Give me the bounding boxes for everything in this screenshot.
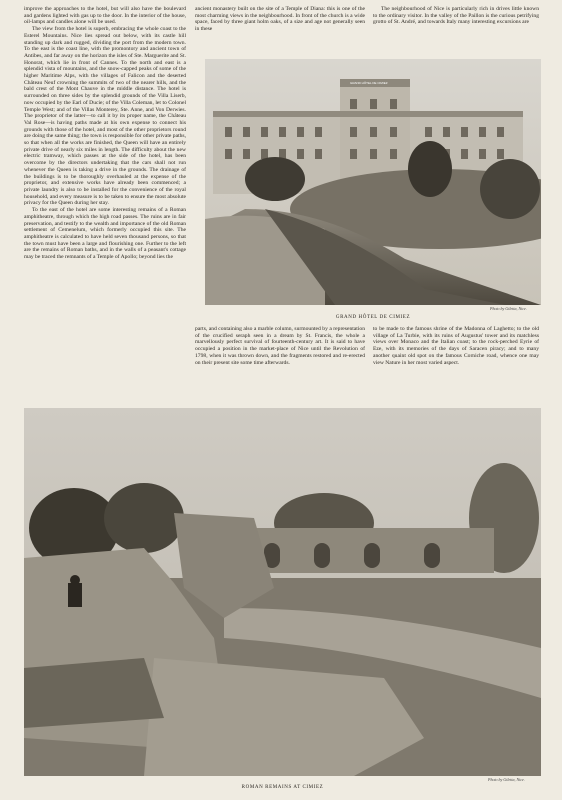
hotel-illustration: [205, 59, 541, 305]
article-column-3-bottom: [373, 326, 539, 366]
roman-remains-photograph: [24, 408, 541, 776]
paragraph: The view from the hotel is superb, embracing the whole coast to the Esterel Mountains. Nice lies spread out below, with its castle hill standing up dark and rugged, dividing the port from the modern town. To the east is the coast line, with the promontory and ancient town of Antibes, and far away on the horizon the isles of Ste. Marguerite and St. Honorat, which lie in front of Cannes. To the north and east is a splendid vista of mountains, and the snow-capped peaks of some of the higher Maritime Alps, with the villages of Falicon and the deserted Château Neuf crowning the summits of two of the nearer hills, and the bald crest of the Mont Chauve in the middle distance. The hotel is surrounded on three sides by the splendid grounds of the Villa Liserb, now occupied by the Earl of Ducie; of the Villa Coleman, let to Colonel Temple West; and of the Villas Monterey, Ste. Anne, and Von Derwies. The proprietor of the latter—to call it by its proper name, the Château Val Rose—is having paths made at his own expense to connect his grounds with those of the hotel, and most of the other proprietors round are doing the same thing; the town is responsible for other private paths, so that when all the works are finished, the Queen will have an entirely private drive of nearly six miles in length. The difficulty about the new electric tramway, which passes at the side of the hotel, has been overcome by the directors undertaking that the cars shall not run whenever the Queen is taking a drive in the grounds. The drainage of the buildings is to be thoroughly overhauled at the expense of the proprietor, and extensive works have already been commenced; a private laundry is also to be installed for the convenience of the royal household, and every measure is to be taken to ensure the most absolute privacy for the Queen during her stay.: [24, 26, 186, 207]
hotel-photograph: [205, 59, 541, 305]
paragraph: To the east of the hotel are some interesting remains of a Roman amphitheatre, through which the high road passes. The ruins are in fair preservation, and testify to the wealth and importance of the old Roman settlement of Cemenelum, which formerly occupied this site. The amphitheatre is calculated to have held seven thousand persons, so that the town must have been a large and flourishing one. Further to the left are the remains of Roman baths, and in the walls of a peasant's cottage may be traced the remnants of a Temple of Apollo; beyond lies the: [24, 207, 186, 261]
article-column-2-bottom: [195, 326, 365, 366]
article-column-1: [24, 6, 186, 261]
paragraph: to be made to the famous shrine of the Madonna of Laghetto; to the old village of La Turbie, with its ruins of Augustus' tower and its matchless views over Monaco and the Italian coast; to the rock-perched Eyrie of Eze, with its memories of the days of Saracen piracy; and to many another quaint old spot on the famous Corniche road, whence one may view Nature in her most varied aspect.: [373, 326, 539, 366]
photo-credit: Photo by Giletta, Nice.: [490, 306, 527, 311]
ruins-illustration: [24, 408, 541, 776]
paragraph: The neighbourhood of Nice is particularly rich in drives little known to the ordinary visitor. In the valley of the Paillon is the curious petrifying grotto of St. André, and towards Italy many interesting excursions are: [373, 6, 539, 26]
photo-caption: ROMAN REMAINS AT CIMIEZ: [241, 785, 324, 790]
photo-credit: Photo by Giletta, Nice.: [488, 777, 525, 782]
paragraph: ancient monastery built on the site of a Temple of Diana: this is one of the most charming views in the neighbourhood. In front of the church is a wide space, faced by three giant holm oaks, of a size and age not generally seen in these: [195, 6, 365, 33]
article-column-3-top: [373, 6, 539, 26]
photo-caption: GRAND HÔTEL DE CIMIEZ: [335, 315, 411, 320]
hotel-sign: GRAND HÔTEL DE CIMIEZ: [350, 81, 388, 85]
article-column-2-top: [195, 6, 365, 33]
paragraph: improve the approaches to the hotel, but will also have the boulevard and gardens lighted with gas up to the door. In the interior of the house, oil-lamps and candles alone will be used.: [24, 6, 186, 26]
paragraph: parts, and containing also a marble column, surmounted by a representation of the crucified seraph seen in a dream by St. Francis, the whole a marvellously perfect survival of fourteenth-century art. It is said to have occupied a position in the market-place of Nice until the Revolution of 1798, when it was thrown down, and the fragments restored and re-erected on their present site some time afterwards.: [195, 326, 365, 366]
